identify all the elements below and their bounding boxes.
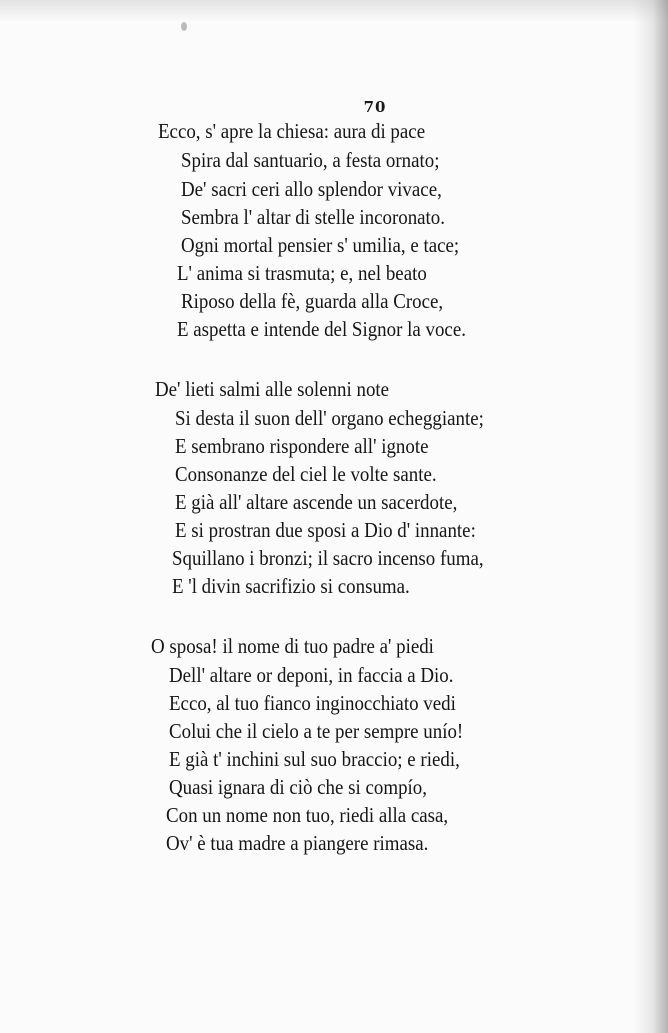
- verse-line: Spira dal santuario, a festa ornato;: [181, 148, 440, 172]
- scan-right-shadow: [634, 0, 668, 1033]
- verse-line: E aspetta e intende del Signor la voce.: [177, 317, 466, 341]
- verse-line: Squillano i bronzi; il sacro incenso fuma,: [172, 546, 484, 570]
- verse-line: De' sacri ceri allo splendor vivace,: [181, 177, 442, 201]
- verse-line: E sembrano rispondere all' ignote: [175, 434, 429, 458]
- verse-line: Ogni mortal pensier s' umilia, e tace;: [181, 233, 460, 257]
- verse-line: Ecco, al tuo fianco inginocchiato vedi: [169, 691, 456, 715]
- verse-line: E si prostran due sposi a Dio d' innante:: [175, 518, 476, 542]
- verse-line: L' anima si trasmuta; e, nel beato: [177, 261, 427, 285]
- verse-line: Dell' altare or deponi, in faccia a Dio.: [169, 663, 454, 687]
- verse-line: O sposa! il nome di tuo padre a' piedi: [151, 634, 434, 658]
- verse-line: Riposo della fè, guarda alla Croce,: [181, 289, 444, 313]
- verse-line: Si desta il suon dell' organo echeggiante;: [175, 406, 484, 430]
- verse-line: Colui che il cielo a te per sempre unío!: [169, 719, 464, 743]
- verse-line: Con un nome non tuo, riedi alla casa,: [166, 803, 449, 827]
- scan-speck: [181, 22, 187, 31]
- verse-line: Sembra l' altar di stelle incoronato.: [181, 205, 446, 229]
- scan-top-shadow: [0, 0, 668, 22]
- verse-line: E già t' inchini sul suo braccio; e riedi,: [169, 747, 460, 771]
- verse-line: E già all' altare ascende un sacerdote,: [175, 490, 458, 514]
- verse-line: E 'l divin sacrifizio si consuma.: [172, 574, 410, 598]
- verse-line: Ecco, s' apre la chiesa: aura di pace: [158, 119, 426, 143]
- page-number: 70: [363, 98, 387, 116]
- verse-line: Consonanze del ciel le volte sante.: [175, 462, 437, 486]
- verse-line: Quasi ignara di ciò che si compío,: [169, 775, 427, 799]
- verse-line: De' lieti salmi alle solenni note: [155, 377, 390, 401]
- verse-line: Ov' è tua madre a piangere rimasa.: [166, 831, 429, 855]
